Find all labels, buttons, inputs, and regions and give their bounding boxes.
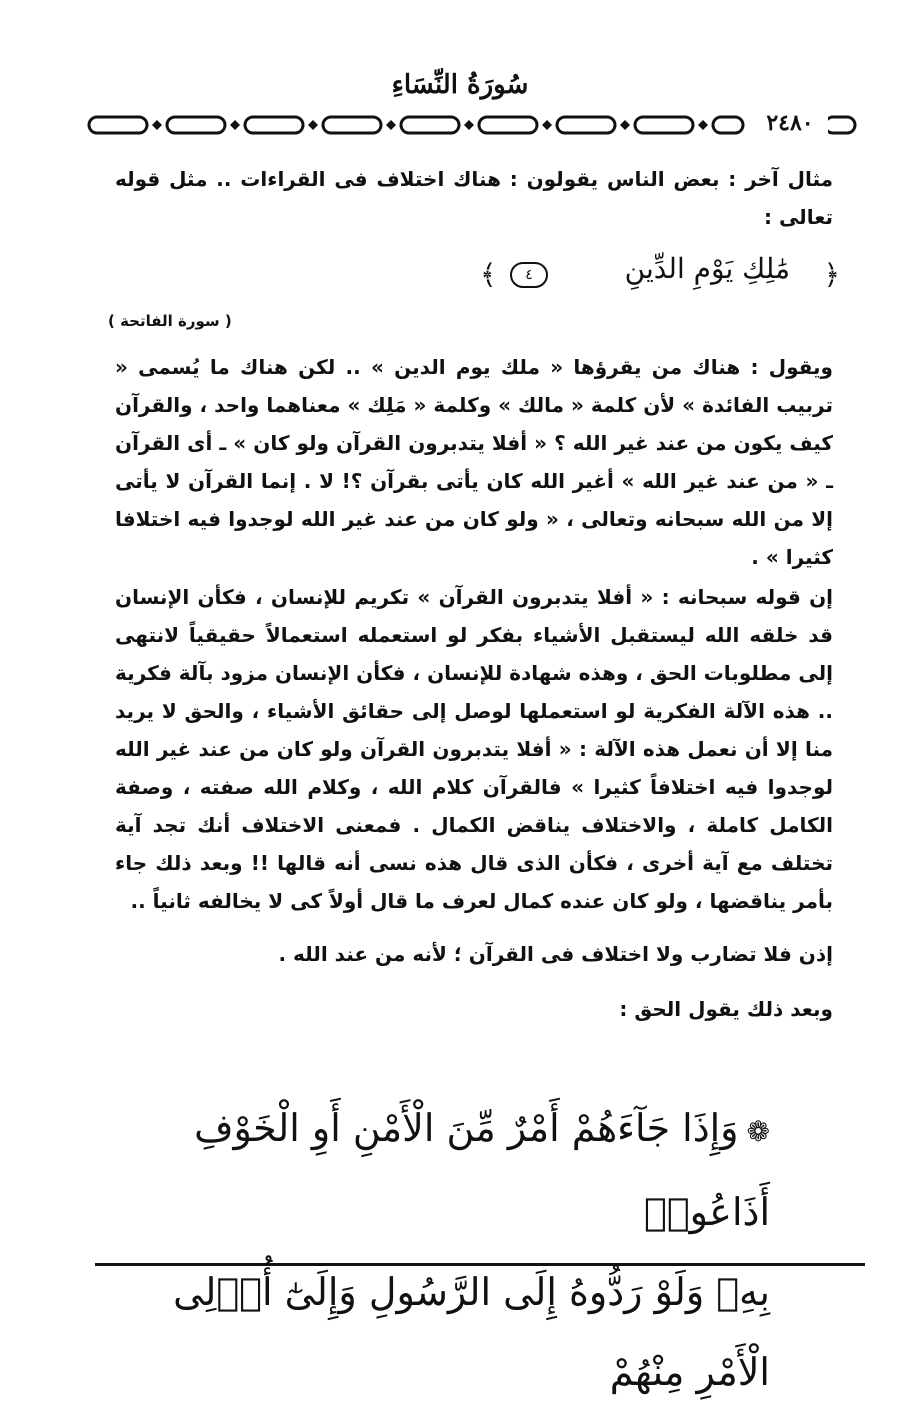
ornamental-border <box>85 112 860 138</box>
intro-paragraph <box>115 160 833 236</box>
paragraph-4 <box>115 990 833 1028</box>
final-verse <box>150 1088 770 1412</box>
paragraph-3 <box>115 935 833 973</box>
paragraph-3-text: إذن فلا تضارب ولا اختلاف فى القرآن ؛ لأنه من عند الله . <box>278 942 833 966</box>
final-verse-line-2: بِهِۦ وَلَوْ رَدُّوهُ إِلَى الرَّسُولِ وَإِلَىٰٓ أُو۟لِى الْأَمْرِ مِنْهُمْ <box>173 1269 770 1394</box>
ayah-number: ٤ <box>510 262 548 288</box>
paragraph-2 <box>115 578 833 920</box>
paragraph-2-text: إن قوله سبحانه : « أفلا يتدبرون القرآن » تكريم للإنسان ، فكأن الإنسان قد خلقه الله ليستقبل الأشياء بفكر لو استعمله استعمالاً حقيقياً لانتهى إلى مطلوبات الحق ، وهذه شهادة للإنسان ، فكأن الإنسان مزود بآلة فكرية .. هذه الآلة الفكرية لو استعملها لوصل إلى حقائق الأشياء ، والحق لا يريد منا إلا أن نعمل هذه الآلة : « أفلا يتدبرون القرآن ولو كان من عند غير الله لوجدوا فيه اختلافاً كثيرا » فالقرآن كلام الله ، وكلام الله صفته ، وصفة الكامل كاملة ، والاختلاف يناقض الكمال . فمعنى الاختلاف أنك تجد آية تختلف مع آية أخرى ، فكأن الذى قال هذه نسى أنه قالها !! وبعد ذلك جاء بأمر يناقضها ، ولو كان عنده كمال لعرف ما قال أولاً كى لا يخالفه ثانياً .. <box>115 585 833 913</box>
paragraph-4-text: وبعد ذلك يقول الحق : <box>619 997 833 1021</box>
paragraph-1-text: ويقول : هناك من يقرؤها « ملك يوم الدين » .. لكن هناك ما يُسمى « تربيب الفائدة » لأن كلمة « مالك » وكلمة « مَلِك » معناهما واحد ، والقرآن كيف يكون من عند غير الله ؟ « أفلا يتدبرون القرآن ولو كان » ـ أى القرآن ـ « من عند غير الله » أغير الله كان يأتى بقرآن ؟! لا . إنما القرآن لا يأتى إلا من الله سبحانه وتعالى ، « ولو كان من عند غير الله لوجدوا فيه اختلافا كثيرا » . <box>115 355 833 569</box>
verse-open-bracket-icon: ﴿ <box>823 258 840 291</box>
paragraph-1 <box>115 348 833 576</box>
bottom-divider <box>95 1263 865 1266</box>
intro-text: مثال آخر : بعض الناس يقولون : هناك اختلاف فى القراءات .. مثل قوله تعالى : <box>115 167 833 229</box>
fatiha-verse-text: مَٰلِكِ يَوْمِ الدِّينِ <box>624 252 790 285</box>
surah-title: سُورَةُ النِّسَاءِ <box>391 70 529 100</box>
verse-ornament-icon: ❁ <box>746 1114 770 1148</box>
final-verse-line-1-text: وَإِذَا جَآءَهُمْ أَمْرٌ مِّنَ الْأَمْنِ أَوِ الْخَوْفِ أَذَاعُوا۟ <box>194 1106 770 1234</box>
fatiha-verse <box>470 246 850 302</box>
verse-source: ( سورة الفاتحة ) <box>108 312 232 330</box>
verse-close-bracket-icon: ﴾ <box>480 258 497 291</box>
final-verse-line-1 <box>150 1088 770 1252</box>
page-number: ٢٤٨٠ <box>752 108 828 138</box>
